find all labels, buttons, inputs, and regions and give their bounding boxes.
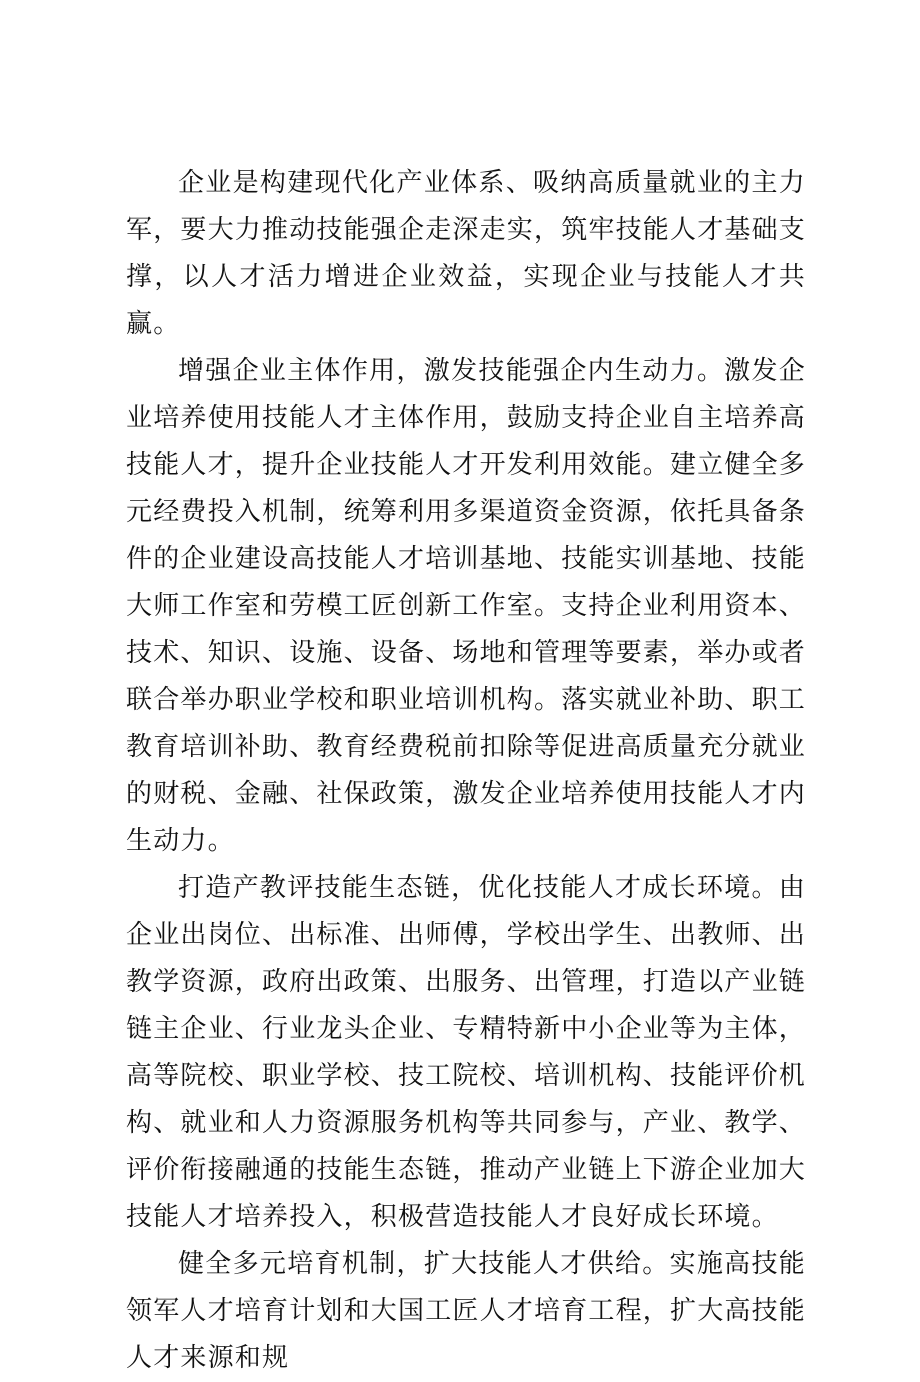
paragraph-training-mechanism: 健全多元培育机制，扩大技能人才供给。实施高技能领军人才培育计划和大国工匠人才培育工程，扩大高技能人才来源和规 [126,1249,807,1373]
document-body [126,160,806,1382]
paragraph-enterprise-role: 增强企业主体作用，激发技能强企内生动力。激发企业培养使用技能人才主体作用，鼓励支持企业自主培养高技能人才，提升企业技能人才开发利用效能。建立健全多元经费投入机制，统筹利用多渠道资金资源，依托具备条件的企业建设高技能人才培训基地、技能实训基地、技能大师工作室和劳模工匠创新工作室。支持企业利用资本、技术、知识、设施、设备、场地和管理等要素，举办或者联合举办职业学校和职业培训机构。落实就业补助、职工教育培训补助、教育经费税前扣除等促进高质量充分就业的财税、金融、社保政策，激发企业培养使用技能人才内生动力。 [126,356,807,856]
paragraph-intro: 企业是构建现代化产业体系、吸纳高质量就业的主力军，要大力推动技能强企走深走实，筑牢技能人才基础支撑，以人才活力增进企业效益，实现企业与技能人才共赢。 [126,168,807,339]
paragraph-skill-ecosystem: 打造产教评技能生态链，优化技能人才成长环境。由企业出岗位、出标准、出师傅，学校出学生、出教师、出教学资源，政府出政策、出服务、出管理，打造以产业链链主企业、行业龙头企业、专精特新中小企业等为主体，高等院校、职业学校、技工院校、培训机构、技能评价机构、就业和人力资源服务机构等共同参与，产业、教学、评价衔接融通的技能生态链，推动产业链上下游企业加大技能人才培养投入，积极营造技能人才良好成长环境。 [126,873,807,1232]
